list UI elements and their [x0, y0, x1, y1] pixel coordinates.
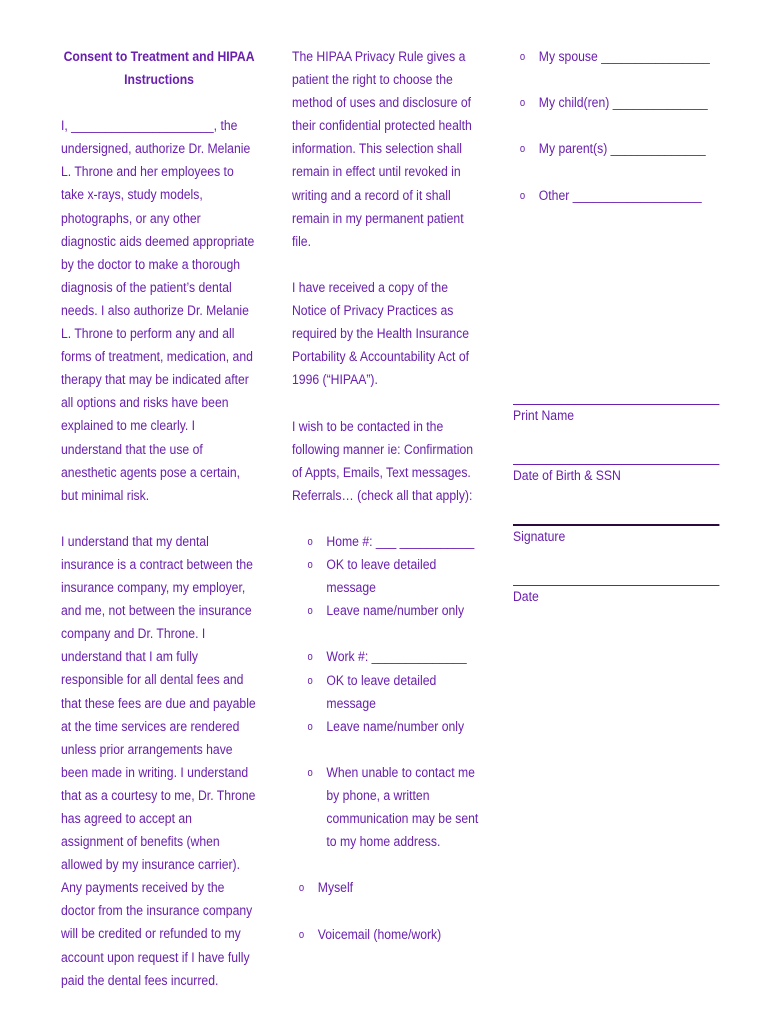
home-phone-option[interactable] — [307, 531, 484, 554]
circle-bullet-icon: o — [307, 535, 313, 548]
written-communication-label: When unable to contact me by phone, a written communication may be sent to my home address. — [326, 764, 479, 851]
circle-bullet-icon: o — [307, 720, 313, 733]
work-ok-detailed-label: OK to leave detailed message — [326, 672, 437, 712]
consent-column — [61, 46, 257, 993]
circle-bullet-icon: o — [307, 605, 313, 618]
home-ok-detailed-label: OK to leave detailed message — [326, 557, 437, 597]
children-label: My child(ren) ______________ — [538, 95, 708, 112]
spouse-label: My spouse ________________ — [538, 49, 710, 65]
circle-bullet-icon: o — [307, 651, 313, 664]
date-label: Date — [513, 588, 539, 605]
children-option[interactable] — [520, 92, 720, 115]
circle-bullet-icon: o — [307, 766, 313, 779]
parents-label: My parent(s) ______________ — [538, 141, 706, 158]
myself-label: Myself — [317, 880, 354, 897]
circle-bullet-icon: o — [307, 559, 313, 572]
other-label: Other ___________________ — [538, 187, 702, 204]
hipaa-column — [292, 46, 485, 947]
circle-bullet-icon: o — [519, 143, 526, 156]
myself-option[interactable] — [299, 877, 485, 900]
contact-preference-paragraph: I wish to be contacted in the following manner ie: Confirmation of Appts, Emails, Text messages. Referrals… (check all that apply): — [292, 418, 474, 504]
circle-bullet-icon: o — [307, 674, 313, 687]
work-leave-name-label: Leave name/number only — [326, 718, 465, 735]
privacy-rule-paragraph: The HIPAA Privacy Rule gives a patient the right to choose the method of uses and disclosure of their confidential protected health information. This selection shall remain in effect until revoked in writing and a record of it shall remain in my permanent patient file. — [292, 49, 472, 250]
page-title: Consent to Treatment and HIPAA Instructions — [63, 49, 255, 89]
home-ok-detailed-option[interactable] — [307, 554, 484, 600]
spouse-option[interactable] — [520, 46, 720, 69]
parents-option[interactable] — [520, 138, 720, 161]
circle-bullet-icon: o — [519, 97, 526, 110]
contacts-signature-column — [513, 46, 719, 609]
work-phone-label: Work #: ______________ — [326, 649, 467, 666]
written-communication-option[interactable] — [307, 762, 484, 854]
other-option[interactable] — [520, 185, 720, 208]
circle-bullet-icon: o — [519, 189, 526, 202]
home-leave-name-option[interactable] — [307, 600, 484, 623]
work-ok-detailed-option[interactable] — [307, 670, 484, 716]
work-leave-name-option[interactable] — [307, 716, 484, 739]
home-leave-name-label: Leave name/number only — [326, 603, 465, 620]
voicemail-label: Voicemail (home/work) — [317, 926, 442, 943]
home-phone-label: Home #: ___ ___________ — [326, 533, 475, 550]
notice-received-paragraph: I have received a copy of the Notice of Privacy Practices as required by the Health Insurance Portability & Accountability Act of 1996 (“HIPAA”). — [292, 279, 470, 389]
work-phone-option[interactable] — [307, 646, 484, 669]
circle-bullet-icon: o — [298, 928, 305, 941]
print-name-label: Print Name — [513, 407, 575, 424]
insurance-paragraph: I understand that my dental insurance is a contract between the insurance company, my employer, and me, not between the insurance company and Dr. Throne. I understand that I am fully responsible for all dental fees and that these fees are due and payable at the time services are rendered unless prior arrangements have been made in writing. I understand that as a courtesy to me, Dr. Throne has agreed to accept an assignment of benefits (when allowed by my insurance carrier). Any payments received by the doctor from the insurance company will be credited or refunded to my account upon request if I have fully paid the dental fees incurred. — [61, 533, 256, 989]
dob-ssn-label: Date of Birth & SSN — [513, 467, 621, 484]
voicemail-option[interactable] — [299, 924, 485, 947]
signature-label: Signature — [513, 528, 566, 545]
authorization-paragraph: I, _____________________, the undersigned, authorize Dr. Melanie L. Throne and her employees to take x-rays, study models, photographs, or any other diagnostic aids deemed appropriate by the doctor to make a thorough diagnosis of the patient’s dental needs. I also authorize Dr. Melanie L. Throne to perform any and all forms of treatment, medication, and therapy that may be indicated after all options and risks have been explained to me clearly. I understand that the use of anesthetic agents pose a certain, but minimal risk. — [61, 118, 255, 504]
circle-bullet-icon: o — [519, 51, 526, 63]
circle-bullet-icon: o — [298, 882, 305, 895]
